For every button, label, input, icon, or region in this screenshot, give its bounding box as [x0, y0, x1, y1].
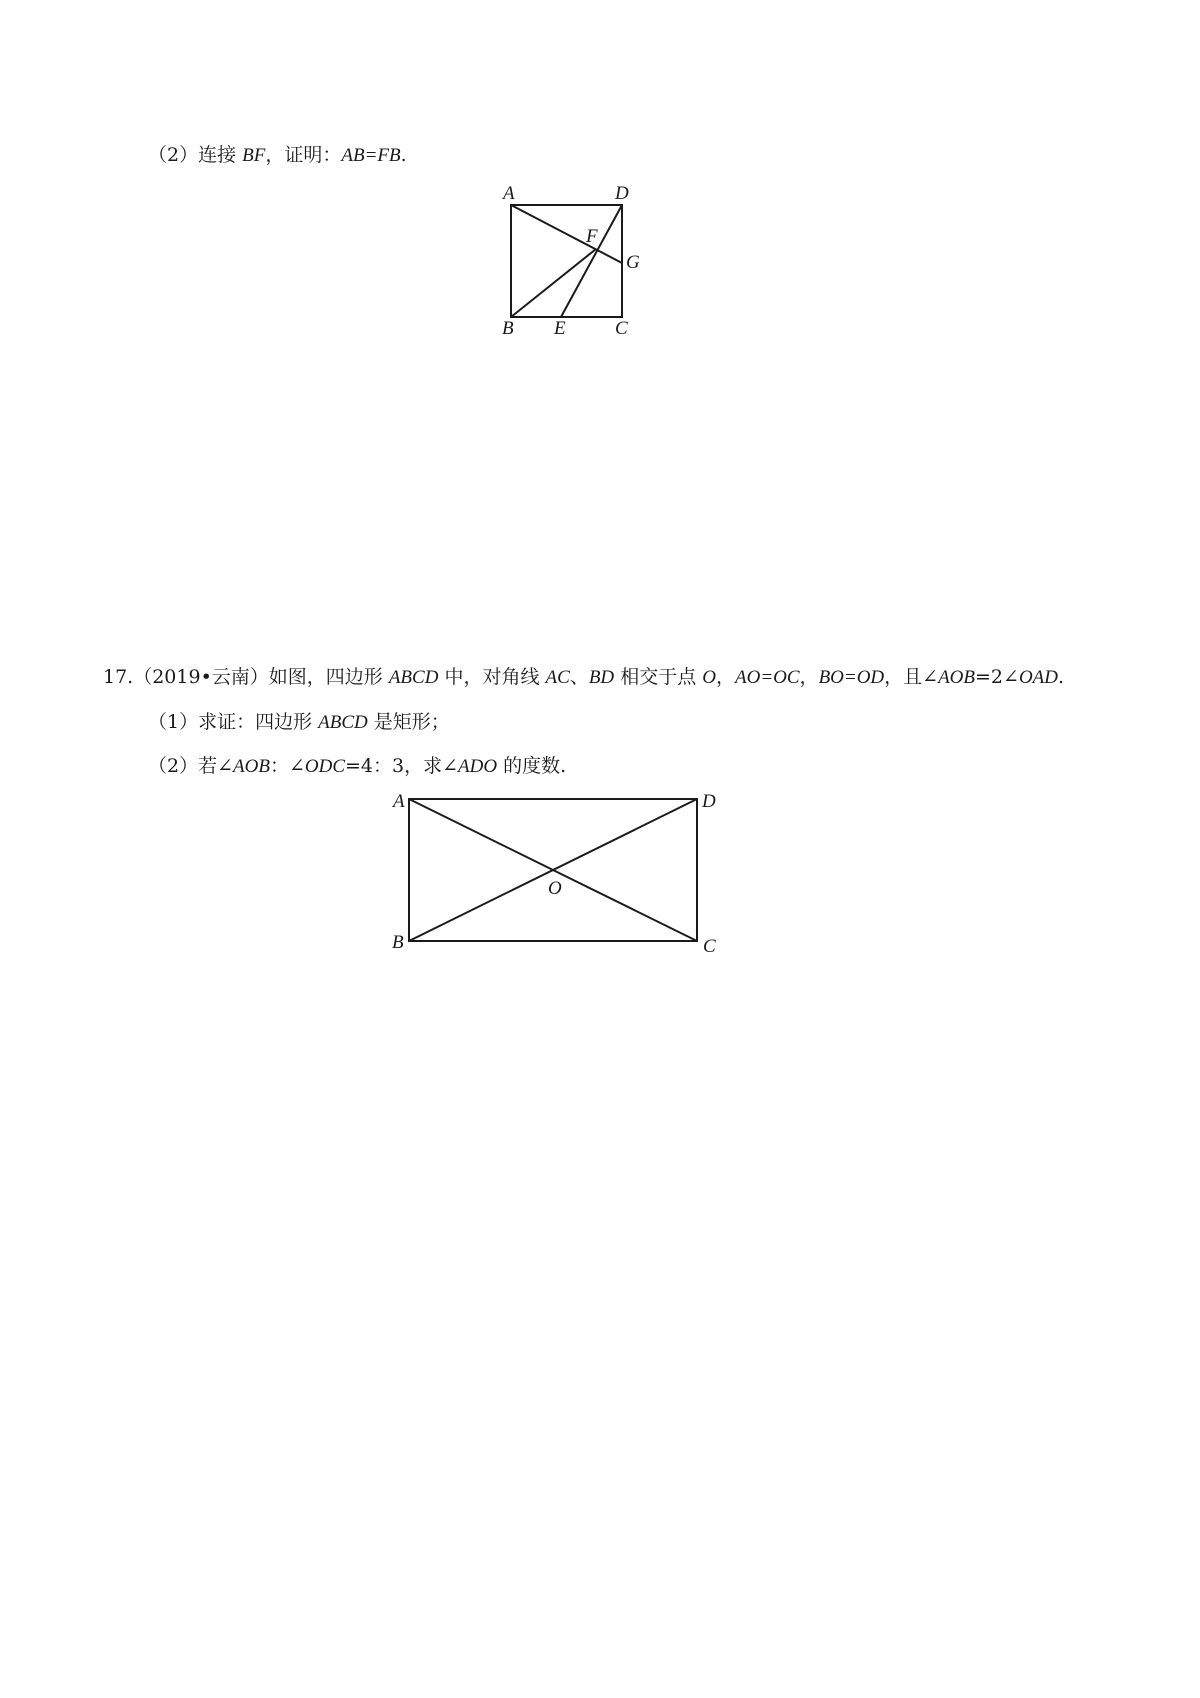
label-c: C	[703, 936, 716, 957]
label-d: D	[615, 183, 629, 204]
label-f: F	[586, 226, 598, 247]
label-b: B	[502, 318, 514, 339]
segment-name: BF	[242, 145, 266, 166]
label-o: O	[548, 878, 562, 899]
label-c: C	[615, 318, 628, 339]
q17-stem: 17.（2019•云南）如图，四边形 ABCD 中，对角线 AC、BD 相交于点 O，AO=OC，BO=OD，且∠AOB=2∠OAD.	[103, 666, 1065, 688]
rectangle-figure-q17	[0, 700, 1200, 1100]
segment-bf	[511, 249, 596, 317]
label-b: B	[392, 932, 404, 953]
segment-ed	[561, 205, 622, 317]
part-index: （1）	[148, 711, 199, 733]
part-index: （2）	[148, 755, 199, 777]
part-index: （2）	[148, 144, 199, 166]
square-outline	[511, 205, 622, 317]
question-number: 17.	[103, 666, 134, 688]
equation: AB=FB	[341, 145, 401, 166]
label-e: E	[554, 318, 566, 339]
q17-part2-text: （2）若∠AOB：∠ODC=4：3，求∠ADO 的度数.	[148, 755, 567, 777]
label-a: A	[393, 791, 405, 812]
label-a: A	[503, 183, 515, 204]
square-figure-q16	[0, 0, 1200, 360]
question-source: （2019•云南）	[133, 666, 269, 688]
label-g: G	[626, 252, 640, 273]
q16-part2-text: （2）连接 BF，证明：AB=FB.	[148, 144, 407, 166]
q17-part1-text: （1）求证：四边形 ABCD 是矩形；	[148, 711, 450, 733]
label-d: D	[702, 791, 716, 812]
